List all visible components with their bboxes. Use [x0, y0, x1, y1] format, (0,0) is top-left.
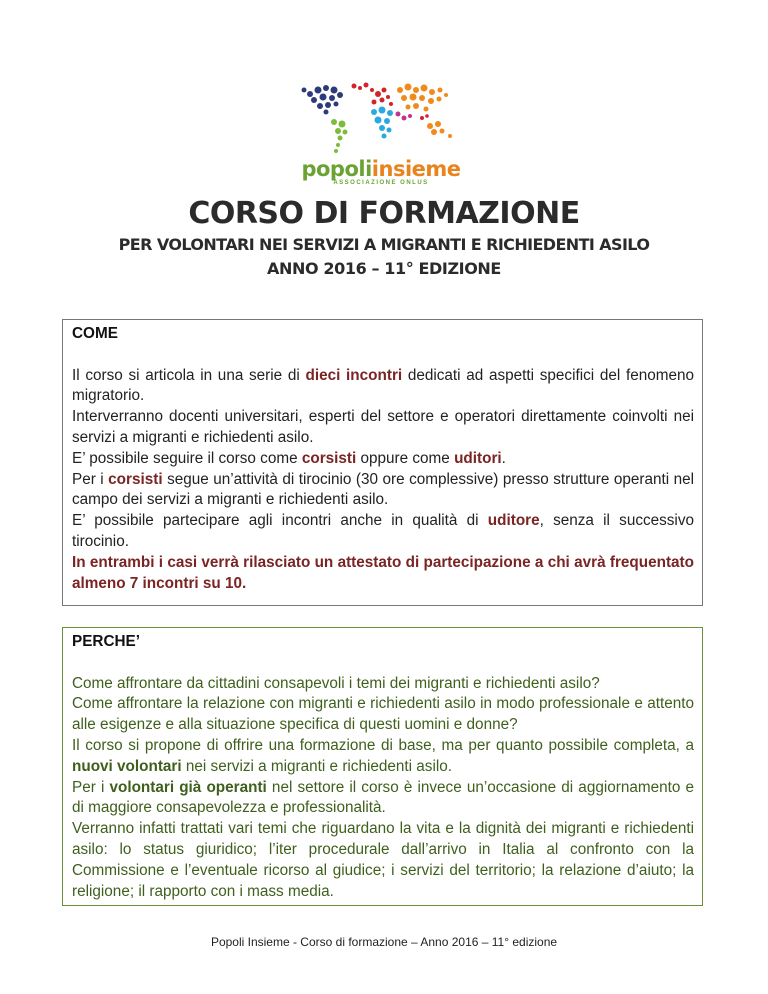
page-subtitle: PER VOLONTARI NEI SERVIZI A MIGRANTI E RICHIEDENTI ASILO: [118, 235, 650, 254]
come-paragraph-1: Il corso si articola in una serie di dieci incontri dedicati ad aspetti specifici del fenomeno migratorio.: [72, 366, 695, 405]
perche-paragraph-3: Il corso si propone di offrire una formazione di base, ma per quanto possibile completa, a nuovi volontari nei servizi a migranti e richiedenti asilo.: [72, 736, 694, 775]
come-paragraph-5: E’ possibile partecipare agli incontri anche in qualità di uditore, senza il successivo tirocinio.: [72, 512, 694, 550]
page-edition: ANNO 2016 – 11° EDIZIONE: [267, 259, 501, 278]
come-paragraph-4: Per i corsisti segue un’attività di tirocinio (30 ore complessive) presso strutture operanti nel campo dei servizi a migranti e richiedenti asilo.: [72, 470, 695, 509]
logo: [296, 80, 466, 190]
come-section: [62, 319, 703, 606]
perche-heading: PERCHE’: [72, 633, 140, 650]
page-title: CORSO DI FORMAZIONE: [188, 196, 580, 231]
come-heading: COME: [72, 325, 118, 342]
perche-paragraph-5: Verranno infatti trattati vari temi che riguardano la vita e la dignità dei migranti e richiedenti asilo: lo status giuridico; l’iter procedurale dall’arrivo in Italia al confronto con la Commissione e l’eventuale ricorso al giudice; i servizi del territorio; la relazione d’aiuto; la religione; il rapporto con i mass media.: [72, 820, 694, 900]
perche-paragraph-1: Come affrontare da cittadini consapevoli i temi dei migranti e richiedenti asilo?: [72, 674, 600, 692]
logo-subtitle: ASSOCIAZIONE ONLUS: [333, 180, 429, 186]
perche-section: [62, 627, 703, 906]
perche-paragraph-2: Come affrontare la relazione con migranti e richiedenti asilo in modo professionale e attento alle esigenze e alla situazione specifica di questi uomini e donne?: [72, 695, 694, 734]
come-paragraph-2: Interverranno docenti universitari, esperti del settore e operatori direttamente coinvolti nei servizi a migranti e richiedenti asilo.: [72, 408, 694, 446]
page-footer: Popoli Insieme - Corso di formazione – Anno 2016 – 11° edizione: [210, 935, 558, 949]
world-map-figures-icon: [296, 80, 466, 160]
perche-paragraph-4: Per i volontari già operanti nel settore il corso è invece un’occasione di aggiornamento e di maggiore consapevolezza e professionalità.: [72, 778, 695, 817]
come-paragraph-6: In entrambi i casi verrà rilasciato un attestato di partecipazione a chi avrà frequentato almeno 7 incontri su 10.: [72, 553, 694, 592]
logo-wordmark: popoliinsieme: [301, 157, 461, 181]
come-paragraph-3: E’ possibile seguire il corso come corsisti oppure come uditori.: [72, 449, 506, 467]
